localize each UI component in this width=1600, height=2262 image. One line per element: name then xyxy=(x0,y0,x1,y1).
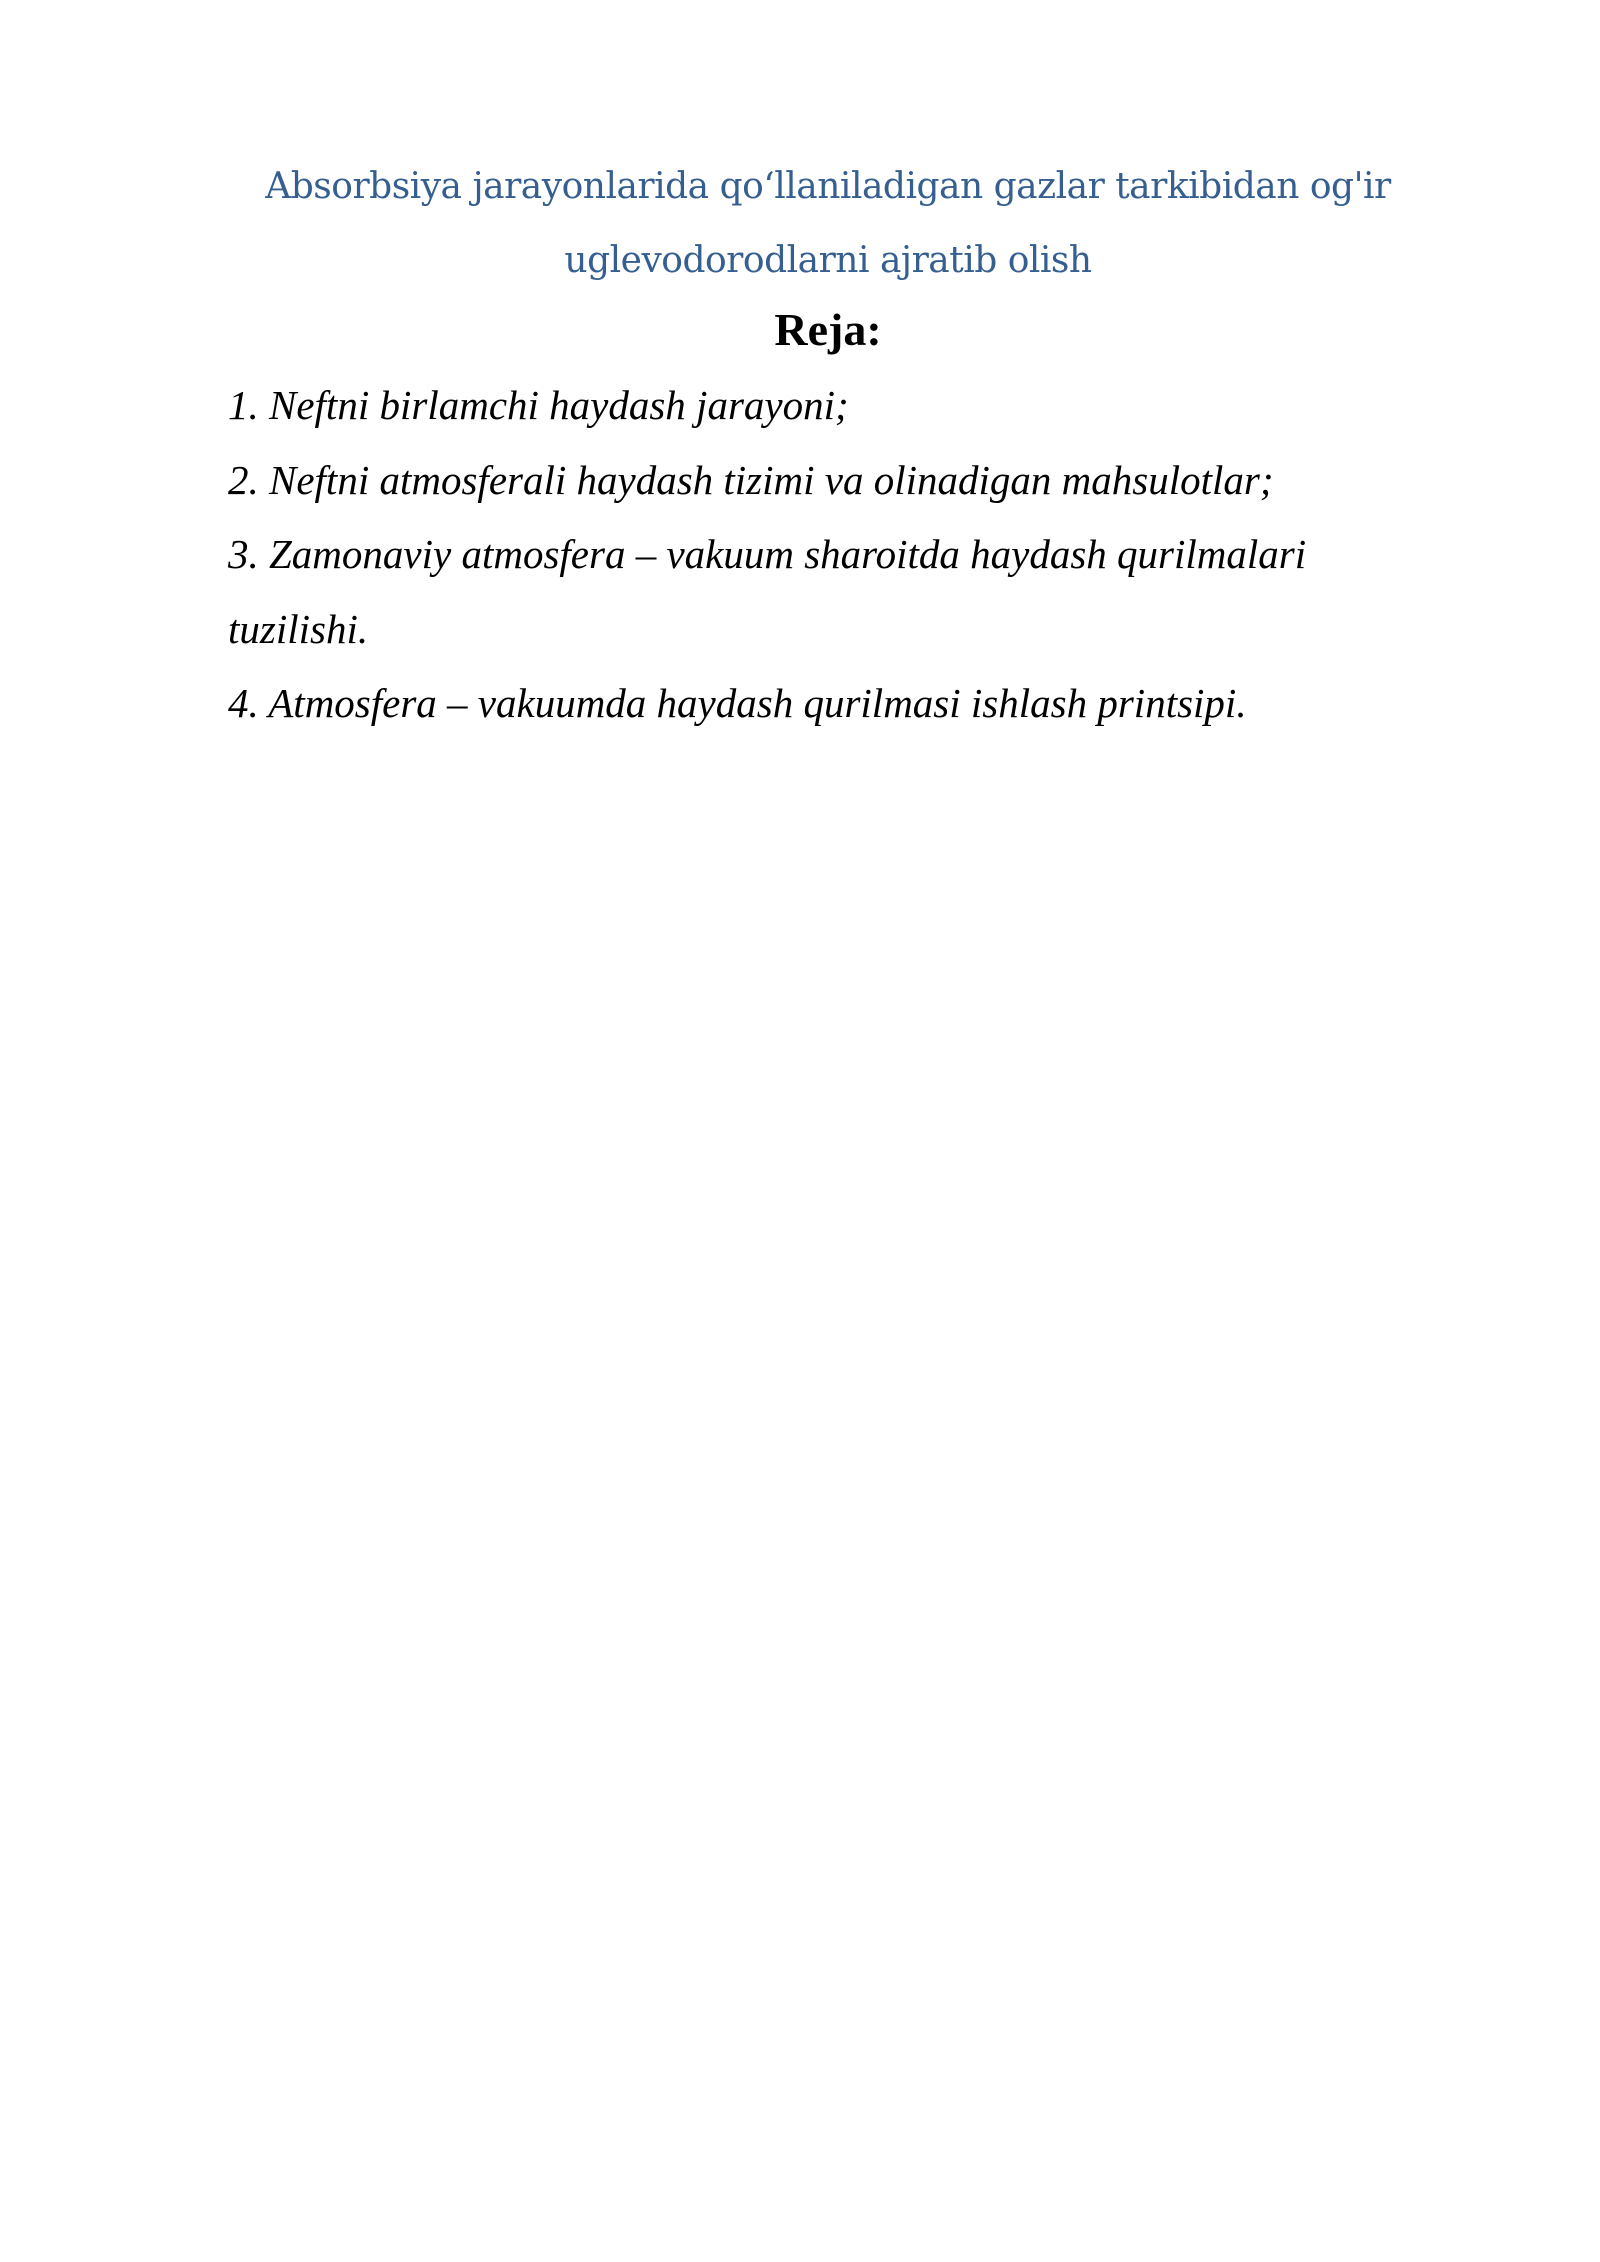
document-body xyxy=(228,150,1428,741)
plan-heading: Reja: xyxy=(774,304,882,355)
plan-item-1: 1. Neftni birlamchi haydash jarayoni; xyxy=(228,382,849,428)
plan-item-2: 2. Neftni atmosferali haydash tizimi va olinadigan mahsulotlar; xyxy=(228,456,1274,503)
document-title: Absorbsiya jarayonlarida qo‘llaniladigan gazlar tarkibidan og'ir uglevodorodlarni ajratib olish xyxy=(265,166,1391,281)
plan-item-4: 4. Atmosfera – vakuumda haydash qurilmasi ishlash printsipi. xyxy=(228,680,1247,726)
plan-item-3: 3. Zamonaviy atmosfera – vakuum sharoitda haydash qurilmalari tuzilishi. xyxy=(228,531,1307,652)
plan-list xyxy=(228,368,1428,741)
